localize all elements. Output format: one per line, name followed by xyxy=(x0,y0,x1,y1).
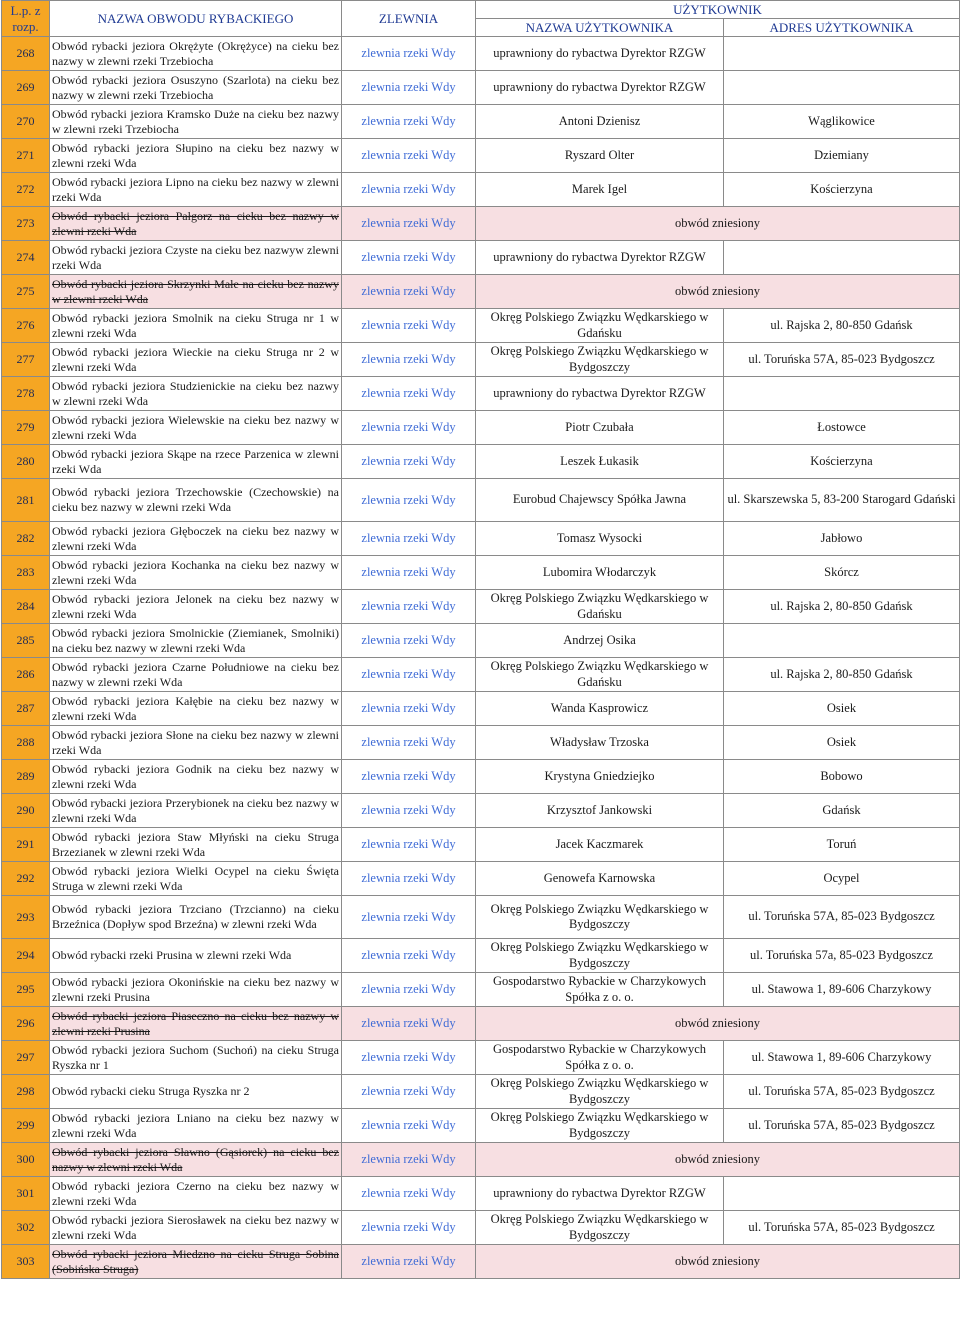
table-row xyxy=(2,241,960,275)
table-row xyxy=(2,896,960,939)
user-address xyxy=(724,71,960,105)
district-name: Obwód rybacki jeziora Sławno (Gąsiorek) na cieku bez nazwy w zlewni rzeki Wda xyxy=(50,1143,342,1177)
user-address: Jabłowo xyxy=(724,522,960,556)
basin-name: zlewnia rzeki Wdy xyxy=(342,445,476,479)
basin-name: zlewnia rzeki Wdy xyxy=(342,896,476,939)
table-row xyxy=(2,1109,960,1143)
row-number: 279 xyxy=(2,411,50,445)
table-row xyxy=(2,760,960,794)
user-address: Wąglikowice xyxy=(724,105,960,139)
district-name: Obwód rybacki jeziora Lipno na cieku bez nazwy w zlewni rzeki Wda xyxy=(50,173,342,207)
district-name: Obwód rybacki jeziora Sierosławek na cieku bez nazwy w zlewni rzeki Wda xyxy=(50,1211,342,1245)
basin-name: zlewnia rzeki Wdy xyxy=(342,1143,476,1177)
removed-status: obwód zniesiony xyxy=(476,1007,960,1041)
table-row xyxy=(2,1075,960,1109)
user-address: Osiek xyxy=(724,726,960,760)
basin-name: zlewnia rzeki Wdy xyxy=(342,309,476,343)
row-number: 295 xyxy=(2,973,50,1007)
row-number: 283 xyxy=(2,556,50,590)
district-name: Obwód rybacki jeziora Suchom (Suchoń) na cieku Struga Ryszka nr 1 xyxy=(50,1041,342,1075)
row-number: 291 xyxy=(2,828,50,862)
table-row xyxy=(2,37,960,71)
user-name: uprawniony do rybactwa Dyrektor RZGW xyxy=(476,377,724,411)
row-number: 303 xyxy=(2,1245,50,1279)
basin-name: zlewnia rzeki Wdy xyxy=(342,343,476,377)
basin-name: zlewnia rzeki Wdy xyxy=(342,726,476,760)
table-row xyxy=(2,692,960,726)
table-row xyxy=(2,377,960,411)
table-row xyxy=(2,275,960,309)
user-address: ul. Toruńska 57A, 85-023 Bydgoszcz xyxy=(724,1211,960,1245)
user-address xyxy=(724,1177,960,1211)
row-number: 290 xyxy=(2,794,50,828)
district-name: Obwód rybacki jeziora Kałębie na cieku bez nazwy w zlewni rzeki Wda xyxy=(50,692,342,726)
district-name: Obwód rybacki jeziora Pałgorz na cieku bez nazwy w zlewni rzeki Wda xyxy=(50,207,342,241)
basin-name: zlewnia rzeki Wdy xyxy=(342,1109,476,1143)
user-address: ul. Skarszewska 5, 83-200 Starogard Gdański xyxy=(724,479,960,522)
row-number: 297 xyxy=(2,1041,50,1075)
user-name: Okręg Polskiego Związku Wędkarskiego w Bydgoszczy xyxy=(476,1109,724,1143)
table-row xyxy=(2,173,960,207)
row-number: 292 xyxy=(2,862,50,896)
user-address: ul. Toruńska 57A, 85-023 Bydgoszcz xyxy=(724,1075,960,1109)
basin-name: zlewnia rzeki Wdy xyxy=(342,1041,476,1075)
row-number: 289 xyxy=(2,760,50,794)
user-name: Ryszard Olter xyxy=(476,139,724,173)
district-name: Obwód rybacki jeziora Godnik na cieku bez nazwy w zlewni rzeki Wda xyxy=(50,760,342,794)
user-name: Krystyna Gniedziejko xyxy=(476,760,724,794)
header-user-group: UŻYTKOWNIK xyxy=(476,1,960,19)
district-name: Obwód rybacki jeziora Kochanka na cieku bez nazwy w zlewni rzeki Wda xyxy=(50,556,342,590)
user-name: uprawniony do rybactwa Dyrektor RZGW xyxy=(476,1177,724,1211)
row-number: 278 xyxy=(2,377,50,411)
district-name: Obwód rybacki jeziora Staw Młyński na cieku Struga Brzezianek w zlewni rzeki Wda xyxy=(50,828,342,862)
basin-name: zlewnia rzeki Wdy xyxy=(342,862,476,896)
basin-name: zlewnia rzeki Wdy xyxy=(342,105,476,139)
district-name: Obwód rybacki jeziora Przerybionek na cieku bez nazwy w zlewni rzeki Wda xyxy=(50,794,342,828)
user-name: Okręg Polskiego Związku Wędkarskiego w Bydgoszczy xyxy=(476,896,724,939)
district-name: Obwód rybacki jeziora Słone na cieku bez nazwy w zlewni rzeki Wda xyxy=(50,726,342,760)
district-name: Obwód rybacki jeziora Smolnik na cieku Struga nr 1 w zlewni rzeki Wda xyxy=(50,309,342,343)
district-name: Obwód rybacki jeziora Trzciano (Trzcianno) na cieku Brzeźnica (Dopływ spod Brzeźna) w zlewni rzeki Wda xyxy=(50,896,342,939)
row-number: 286 xyxy=(2,658,50,692)
table-row xyxy=(2,71,960,105)
table-row xyxy=(2,522,960,556)
row-number: 288 xyxy=(2,726,50,760)
user-address: ul. Stawowa 1, 89-606 Charzykowy xyxy=(724,1041,960,1075)
row-number: 287 xyxy=(2,692,50,726)
basin-name: zlewnia rzeki Wdy xyxy=(342,760,476,794)
row-number: 280 xyxy=(2,445,50,479)
basin-name: zlewnia rzeki Wdy xyxy=(342,939,476,973)
user-address: Toruń xyxy=(724,828,960,862)
district-name: Obwód rybacki jeziora Jelonek na cieku bez nazwy w zlewni rzeki Wda xyxy=(50,590,342,624)
user-address: Ocypel xyxy=(724,862,960,896)
table-row xyxy=(2,1245,960,1279)
district-name: Obwód rybacki rzeki Prusina w zlewni rzeki Wda xyxy=(50,939,342,973)
basin-name: zlewnia rzeki Wdy xyxy=(342,37,476,71)
user-address: Kościerzyna xyxy=(724,173,960,207)
basin-name: zlewnia rzeki Wdy xyxy=(342,479,476,522)
user-address: ul. Toruńska 57A, 85-023 Bydgoszcz xyxy=(724,1109,960,1143)
table-row xyxy=(2,343,960,377)
table-row xyxy=(2,939,960,973)
basin-name: zlewnia rzeki Wdy xyxy=(342,377,476,411)
user-name: uprawniony do rybactwa Dyrektor RZGW xyxy=(476,241,724,275)
user-address: Dziemiany xyxy=(724,139,960,173)
user-name: Okręg Polskiego Związku Wędkarskiego w Bydgoszczy xyxy=(476,1075,724,1109)
user-name: Wanda Kasprowicz xyxy=(476,692,724,726)
user-address xyxy=(724,377,960,411)
user-name: Andrzej Osika xyxy=(476,624,724,658)
table-row xyxy=(2,1041,960,1075)
table-row xyxy=(2,411,960,445)
row-number: 276 xyxy=(2,309,50,343)
row-number: 281 xyxy=(2,479,50,522)
basin-name: zlewnia rzeki Wdy xyxy=(342,828,476,862)
user-name: Okręg Polskiego Związku Wędkarskiego w Gdańsku xyxy=(476,309,724,343)
district-name: Obwód rybacki jeziora Słupino na cieku bez nazwy w zlewni rzeki Wda xyxy=(50,139,342,173)
table-row xyxy=(2,207,960,241)
user-name: Okręg Polskiego Związku Wędkarskiego w Bydgoszczy xyxy=(476,939,724,973)
district-name: Obwód rybacki jeziora Trzechowskie (Czechowskie) na cieku bez nazwy w zlewni rzeki Wda xyxy=(50,479,342,522)
user-address xyxy=(724,624,960,658)
basin-name: zlewnia rzeki Wdy xyxy=(342,173,476,207)
table-row xyxy=(2,309,960,343)
basin-name: zlewnia rzeki Wdy xyxy=(342,207,476,241)
row-number: 268 xyxy=(2,37,50,71)
user-address: ul. Toruńska 57A, 85-023 Bydgoszcz xyxy=(724,896,960,939)
row-number: 271 xyxy=(2,139,50,173)
row-number: 293 xyxy=(2,896,50,939)
table-row xyxy=(2,794,960,828)
basin-name: zlewnia rzeki Wdy xyxy=(342,1177,476,1211)
user-name: uprawniony do rybactwa Dyrektor RZGW xyxy=(476,71,724,105)
district-name: Obwód rybacki jeziora Lniano na cieku bez nazwy w zlewni rzeki Wda xyxy=(50,1109,342,1143)
row-number: 300 xyxy=(2,1143,50,1177)
basin-name: zlewnia rzeki Wdy xyxy=(342,973,476,1007)
user-name: Jacek Kaczmarek xyxy=(476,828,724,862)
removed-status: obwód zniesiony xyxy=(476,207,960,241)
table-row xyxy=(2,139,960,173)
table-row xyxy=(2,590,960,624)
row-number: 294 xyxy=(2,939,50,973)
district-name: Obwód rybacki jeziora Wielewskie na cieku bez nazwy w zlewni rzeki Wda xyxy=(50,411,342,445)
row-number: 285 xyxy=(2,624,50,658)
table-header xyxy=(2,1,960,37)
row-number: 269 xyxy=(2,71,50,105)
user-name: Piotr Czubała xyxy=(476,411,724,445)
row-number: 296 xyxy=(2,1007,50,1041)
row-number: 299 xyxy=(2,1109,50,1143)
user-name: Genowefa Karnowska xyxy=(476,862,724,896)
district-name: Obwód rybacki jeziora Wieckie na cieku Struga nr 2 w zlewni rzeki Wda xyxy=(50,343,342,377)
table-body xyxy=(2,37,960,1279)
basin-name: zlewnia rzeki Wdy xyxy=(342,692,476,726)
district-name: Obwód rybacki jeziora Czyste na cieku bez nazwyw zlewni rzeki Wda xyxy=(50,241,342,275)
district-name: Obwód rybacki jeziora Wielki Ocypel na cieku Święta Struga w zlewni rzeki Wda xyxy=(50,862,342,896)
user-name: Okręg Polskiego Związku Wędkarskiego w Bydgoszczy xyxy=(476,343,724,377)
user-name: Krzysztof Jankowski xyxy=(476,794,724,828)
user-address: ul. Stawowa 1, 89-606 Charzykowy xyxy=(724,973,960,1007)
district-name: Obwód rybacki jeziora Okonińskie na cieku bez nazwy w zlewni rzeki Prusina xyxy=(50,973,342,1007)
row-number: 301 xyxy=(2,1177,50,1211)
user-name: Leszek Łukasik xyxy=(476,445,724,479)
row-number: 274 xyxy=(2,241,50,275)
table-row xyxy=(2,1007,960,1041)
removed-status: obwód zniesiony xyxy=(476,1245,960,1279)
district-name: Obwód rybacki jeziora Skrzynki Małe na cieku bez nazwy w zlewni rzeki Wda xyxy=(50,275,342,309)
basin-name: zlewnia rzeki Wdy xyxy=(342,1245,476,1279)
user-name: Okręg Polskiego Związku Wędkarskiego w Bydgoszczy xyxy=(476,1211,724,1245)
row-number: 282 xyxy=(2,522,50,556)
removed-status: obwód zniesiony xyxy=(476,1143,960,1177)
basin-name: zlewnia rzeki Wdy xyxy=(342,522,476,556)
user-name: Okręg Polskiego Związku Wędkarskiego w Gdańsku xyxy=(476,590,724,624)
basin-name: zlewnia rzeki Wdy xyxy=(342,794,476,828)
row-number: 272 xyxy=(2,173,50,207)
user-address: ul. Rajska 2, 80-850 Gdańsk xyxy=(724,658,960,692)
table-row xyxy=(2,556,960,590)
user-address: Łostowce xyxy=(724,411,960,445)
table-row xyxy=(2,105,960,139)
district-name: Obwód rybacki jeziora Smolnickie (Ziemianek, Smolniki) na cieku bez nazwy w zlewni rzeki Wda xyxy=(50,624,342,658)
user-name: Tomasz Wysocki xyxy=(476,522,724,556)
header-lp: L.p. z rozp. xyxy=(2,1,50,37)
table-row xyxy=(2,658,960,692)
basin-name: zlewnia rzeki Wdy xyxy=(342,411,476,445)
district-name: Obwód rybacki jeziora Okrężyte (Okrężyce) na cieku bez nazwy w zlewni rzeki Trzebiocha xyxy=(50,37,342,71)
user-name: Antoni Dzienisz xyxy=(476,105,724,139)
user-name: Lubomira Włodarczyk xyxy=(476,556,724,590)
user-name: Gospodarstwo Rybackie w Charzykowych Spółka z o. o. xyxy=(476,973,724,1007)
user-address: ul. Toruńska 57A, 85-023 Bydgoszcz xyxy=(724,343,960,377)
basin-name: zlewnia rzeki Wdy xyxy=(342,275,476,309)
district-name: Obwód rybacki jeziora Osuszyno (Szarlota) na cieku bez nazwy w zlewni rzeki Trzebiocha xyxy=(50,71,342,105)
row-number: 273 xyxy=(2,207,50,241)
row-number: 270 xyxy=(2,105,50,139)
user-name: uprawniony do rybactwa Dyrektor RZGW xyxy=(476,37,724,71)
table-row xyxy=(2,973,960,1007)
table-row xyxy=(2,479,960,522)
row-number: 298 xyxy=(2,1075,50,1109)
district-name: Obwód rybacki jeziora Czarne Południowe na cieku bez nazwy w zlewni rzeki Wda xyxy=(50,658,342,692)
user-address: Bobowo xyxy=(724,760,960,794)
user-address: ul. Rajska 2, 80-850 Gdańsk xyxy=(724,309,960,343)
table-row xyxy=(2,1211,960,1245)
district-name: Obwód rybacki jeziora Głęboczek na cieku bez nazwy w zlewni rzeki Wda xyxy=(50,522,342,556)
user-address: Skórcz xyxy=(724,556,960,590)
basin-name: zlewnia rzeki Wdy xyxy=(342,658,476,692)
district-name: Obwód rybacki jeziora Miedzno na cieku Struga Sobina (Sobińska Struga) xyxy=(50,1245,342,1279)
user-name: Gospodarstwo Rybackie w Charzykowych Spółka z o. o. xyxy=(476,1041,724,1075)
table-row xyxy=(2,1143,960,1177)
header-user-name: NAZWA UŻYTKOWNIKA xyxy=(476,19,724,37)
district-name: Obwód rybacki jeziora Czerno na cieku bez nazwy w zlewni rzeki Wda xyxy=(50,1177,342,1211)
removed-status: obwód zniesiony xyxy=(476,275,960,309)
row-number: 277 xyxy=(2,343,50,377)
district-name: Obwód rybacki jeziora Skąpe na rzece Parzenica w zlewni rzeki Wda xyxy=(50,445,342,479)
table-row xyxy=(2,1177,960,1211)
row-number: 302 xyxy=(2,1211,50,1245)
basin-name: zlewnia rzeki Wdy xyxy=(342,71,476,105)
user-name: Eurobud Chajewscy Spółka Jawna xyxy=(476,479,724,522)
basin-name: zlewnia rzeki Wdy xyxy=(342,241,476,275)
district-name: Obwód rybacki jeziora Kramsko Duże na cieku bez nazwy w zlewni rzeki Trzebiocha xyxy=(50,105,342,139)
basin-name: zlewnia rzeki Wdy xyxy=(342,139,476,173)
user-address xyxy=(724,241,960,275)
user-name: Władysław Trzoska xyxy=(476,726,724,760)
table-row xyxy=(2,445,960,479)
table-row xyxy=(2,726,960,760)
user-name: Okręg Polskiego Związku Wędkarskiego w Gdańsku xyxy=(476,658,724,692)
user-address: Gdańsk xyxy=(724,794,960,828)
basin-name: zlewnia rzeki Wdy xyxy=(342,1007,476,1041)
user-name: Marek Igel xyxy=(476,173,724,207)
user-address: Osiek xyxy=(724,692,960,726)
row-number: 275 xyxy=(2,275,50,309)
header-district-name: NAZWA OBWODU RYBACKIEGO xyxy=(50,1,342,37)
user-address: Kościerzyna xyxy=(724,445,960,479)
user-address xyxy=(724,37,960,71)
basin-name: zlewnia rzeki Wdy xyxy=(342,556,476,590)
district-name: Obwód rybacki jeziora Piaseczno na cieku bez nazwy w zlewni rzeki Prusina xyxy=(50,1007,342,1041)
row-number: 284 xyxy=(2,590,50,624)
header-basin: ZLEWNIA xyxy=(342,1,476,37)
basin-name: zlewnia rzeki Wdy xyxy=(342,590,476,624)
user-address: ul. Toruńska 57a, 85-023 Bydgoszcz xyxy=(724,939,960,973)
table-row xyxy=(2,624,960,658)
basin-name: zlewnia rzeki Wdy xyxy=(342,1075,476,1109)
basin-name: zlewnia rzeki Wdy xyxy=(342,624,476,658)
district-name: Obwód rybacki cieku Struga Ryszka nr 2 xyxy=(50,1075,342,1109)
fishing-district-table xyxy=(1,0,960,1279)
district-name: Obwód rybacki jeziora Studzienickie na cieku bez nazwy w zlewni rzeki Wda xyxy=(50,377,342,411)
table-row xyxy=(2,862,960,896)
header-user-address: ADRES UŻYTKOWNIKA xyxy=(724,19,960,37)
user-address: ul. Rajska 2, 80-850 Gdańsk xyxy=(724,590,960,624)
table-row xyxy=(2,828,960,862)
basin-name: zlewnia rzeki Wdy xyxy=(342,1211,476,1245)
